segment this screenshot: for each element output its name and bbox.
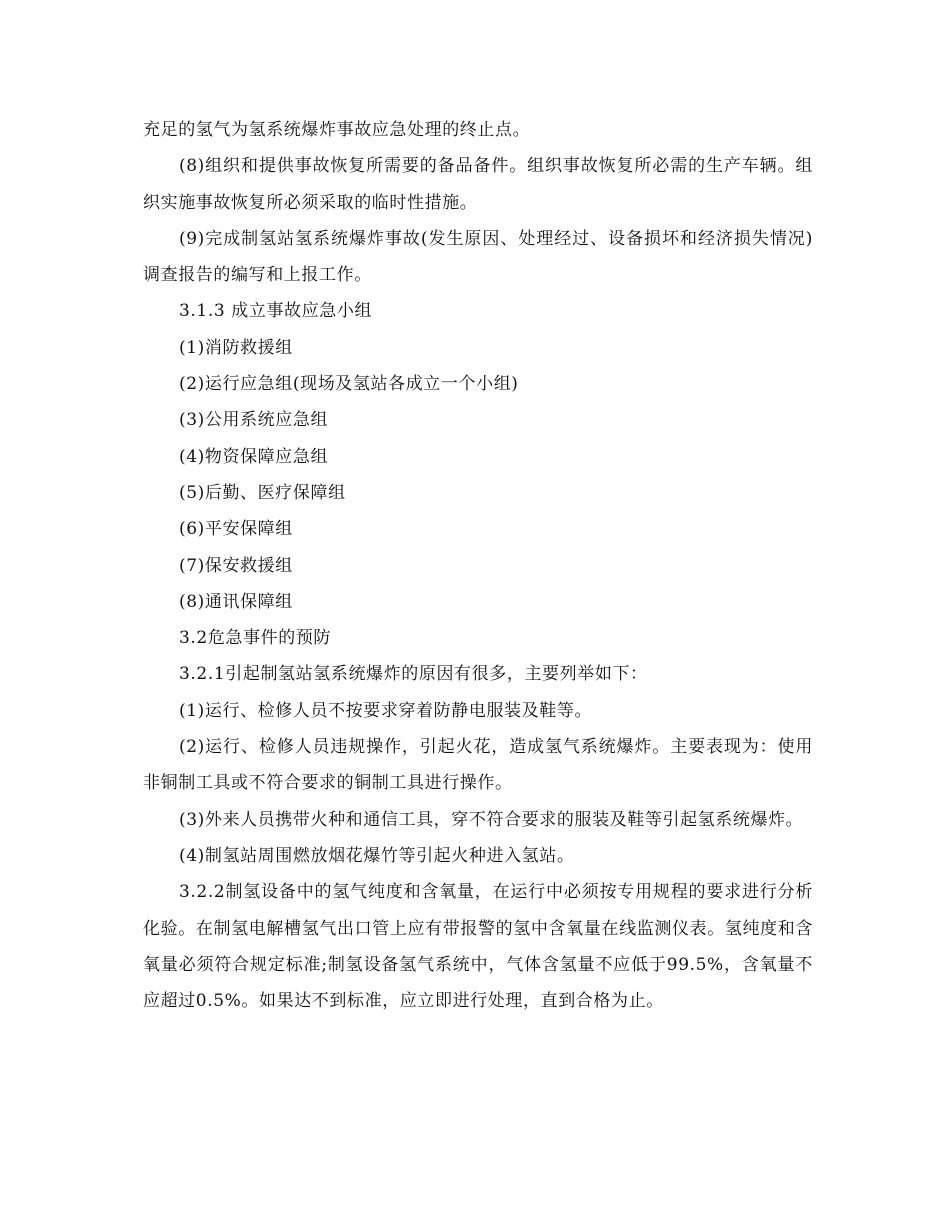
list-item-logistics-medical: (5)后勤、医疗保障组 — [179, 482, 346, 503]
cause-item-3: (3)外来人员携带火种和通信工具，穿不符合要求的服装及鞋等引起氢系统爆炸。 — [179, 809, 804, 830]
paragraph-continuation: 充足的氢气为氢系统爆炸事故应急处理的终止点。 — [143, 120, 531, 140]
list-item-security-rescue: (7)保安救援组 — [179, 555, 293, 576]
paragraph-item-9-report: (9)完成制氢站氢系统爆炸事故(发生原因、处理经过、设备损坏和经济损失情况)调查报告的编写和上报工作。 — [143, 228, 813, 286]
list-item-fire-rescue: (1)消防救援组 — [179, 337, 293, 358]
list-item-communication: (8)通讯保障组 — [179, 591, 293, 612]
cause-item-4: (4)制氢站周围燃放烟花爆竹等引起火种进入氢站。 — [179, 845, 575, 866]
list-item-public-system: (3)公用系统应急组 — [179, 410, 329, 431]
section-heading-3-2-1: 3.2.1引起制氢站氢系统爆炸的原因有很多，主要列举如下： — [179, 664, 648, 685]
list-item-operation-emergency: (2)运行应急组(现场及氢站各成立一个小组) — [179, 374, 519, 395]
cause-item-2: (2)运行、检修人员违规操作，引起火花，造成氢气系统爆炸。主要表现为：使用非铜制工具或不符合要求的铜制工具进行操作。 — [143, 737, 813, 794]
document-body — [143, 112, 813, 1019]
cause-item-1: (1)运行、检修人员不按要求穿着防静电服装及鞋等。 — [179, 700, 593, 721]
list-item-material-support: (4)物资保障应急组 — [179, 446, 329, 467]
section-heading-3-1-3: 3.1.3 成立事故应急小组 — [179, 301, 373, 322]
paragraph-item-8-spare-parts: (8)组织和提供事故恢复所需要的备品备件。组织事故恢复所必需的生产车辆。组织实施事故恢复所必须采取的临时性措施。 — [143, 156, 813, 213]
list-item-safety-support: (6)平安保障组 — [179, 519, 293, 540]
section-heading-3-2: 3.2危急事件的预防 — [179, 628, 332, 649]
section-3-2-2-paragraph: 3.2.2制氢设备中的氢气纯度和含氧量，在运行中必须按专用规程的要求进行分析化验。在制氢电解槽氢气出口管上应有带报警的氢中含氧量在线监测仪表。氢纯度和含氧量必须符合规定标准;制氢设备氢气系统中，气体含氢量不应低于99.5%，含氧量不应超过0.5%。如果达不到标准，应立即进行处理，直到合格为止。 — [143, 882, 813, 1012]
